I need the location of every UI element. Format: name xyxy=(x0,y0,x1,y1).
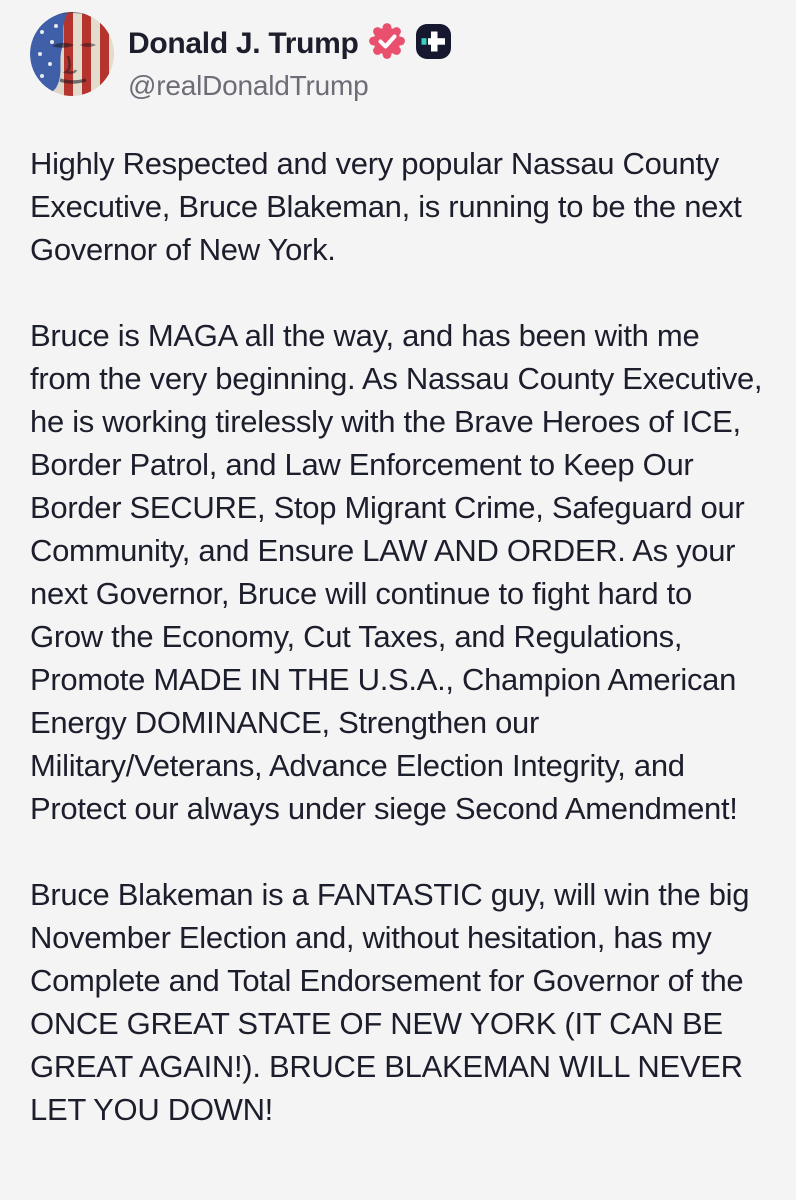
post-paragraph: Bruce is MAGA all the way, and has been with me from the very beginning. As Nassau County Executive, he is working tirelessly with the Brave Heroes of ICE, Border Patrol, and Law Enforcement to Keep Our Border SECURE, Stop Migrant Crime, Safeguard our Community, and Ensure LAW AND ORDER. As your next Governor, Bruce will continue to fight hard to Grow the Economy, Cut Taxes, and Regulations, Promote MADE IN THE U.S.A., Champion American Energy DOMINANCE, Strengthen our Military/Veterans, Advance Election Integrity, and Protect our always under siege Second Amendment! xyxy=(30,317,763,826)
trump-flag-avatar-image xyxy=(30,12,114,96)
post-body-text xyxy=(30,142,766,1131)
post-header xyxy=(30,12,766,102)
avatar[interactable] xyxy=(30,12,114,96)
author-handle[interactable]: @realDonaldTrump xyxy=(128,70,369,101)
post-paragraph: Highly Respected and very popular Nassau County Executive, Bruce Blakeman, is running to be the next Governor of New York. xyxy=(30,145,742,267)
verified-checkmark-icon xyxy=(368,22,406,65)
truth-social-plus-icon xyxy=(415,23,452,65)
author-block xyxy=(128,12,452,102)
name-row xyxy=(128,22,452,65)
post-paragraph: Bruce Blakeman is a FANTASTIC guy, will win the big November Election and, without hesitation, has my Complete and Total Endorsement for Governor of the ONCE GREAT STATE OF NEW YORK (IT CAN BE GREAT AGAIN!). BRUCE BLAKEMAN WILL NEVER LET YOU DOWN! xyxy=(30,876,750,1127)
author-display-name[interactable]: Donald J. Trump xyxy=(128,27,359,60)
